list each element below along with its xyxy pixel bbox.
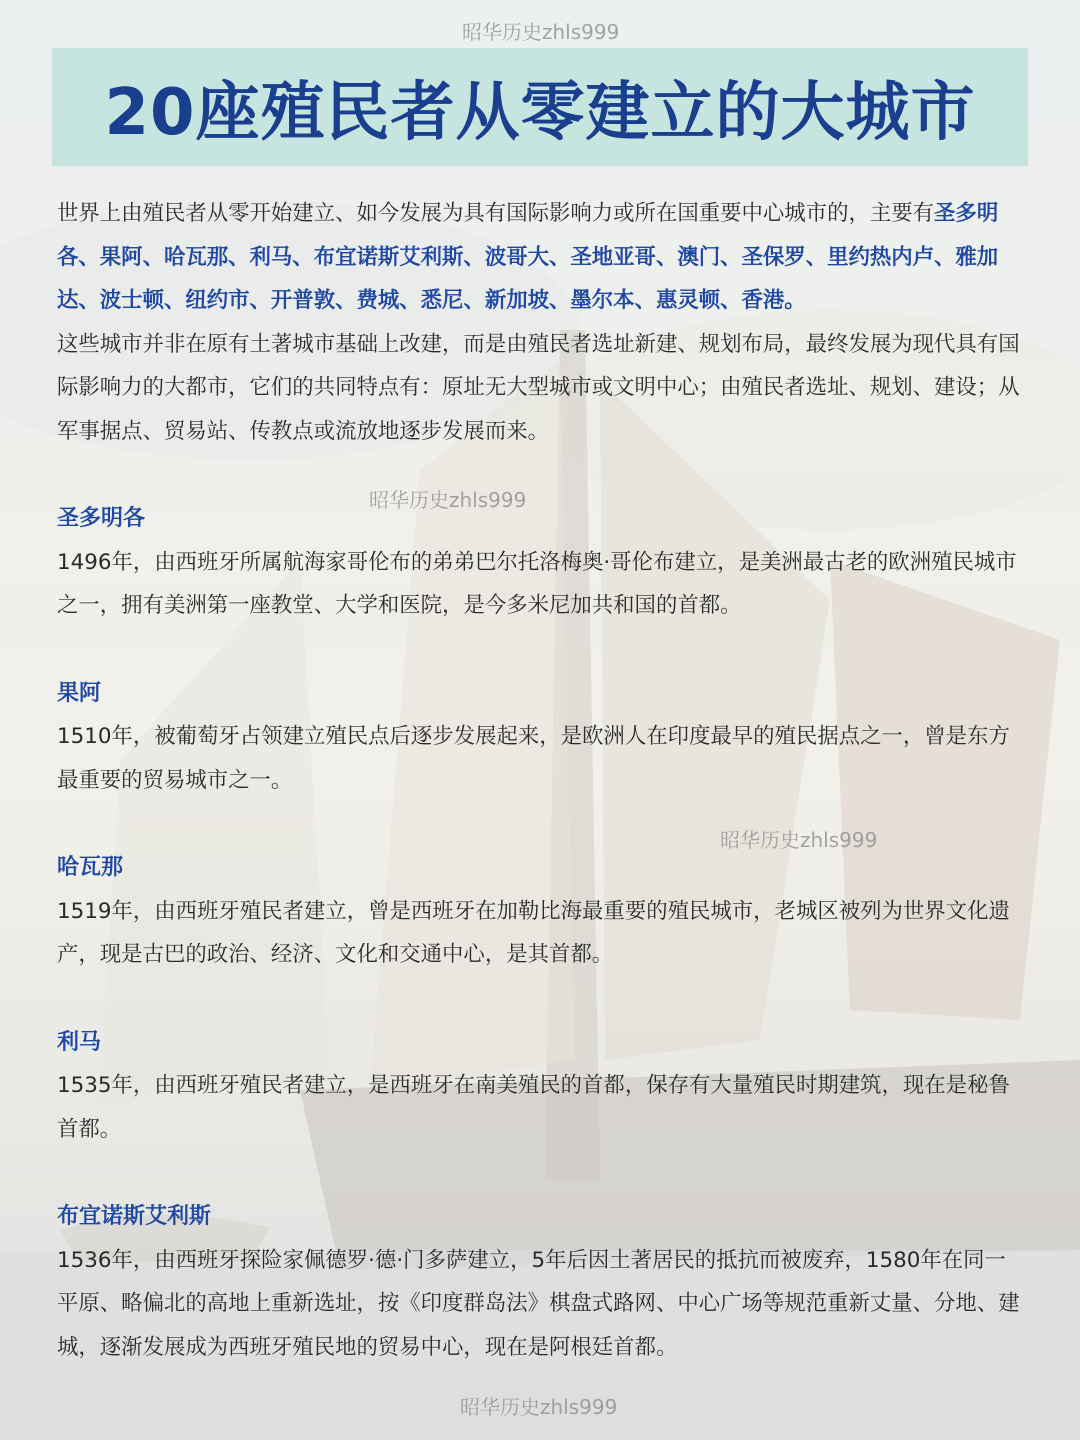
section-text: 1536年，由西班牙探险家佩德罗·德·门多萨建立，5年后因土著居民的抵抗而被废弃，1580年在同一平原、略偏北的高地上重新选址，按《印度群岛法》棋盘式路网、中心广场等规范重新丈量、分地、建城，逐渐发展成为西班牙殖民地的贸易中心，现在是阿根廷首都。 (57, 1247, 1020, 1360)
watermark: 昭华历史zhls999 (460, 1395, 618, 1419)
watermark: 昭华历史zhls999 (369, 488, 527, 512)
intro-lead: 世界上由殖民者从零开始建立、如今发展为具有国际影响力或所在国重要中心城市的，主要有 (57, 201, 935, 226)
section-title: 布宜诺斯艾利斯 (57, 1204, 212, 1229)
intro-city-list: 圣多明各、果阿、哈瓦那、利马、布宜诺斯艾利斯、波哥大、圣地亚哥、澳门、圣保罗、里约热内卢、雅加达、波士顿、纽约市、开普敦、费城、悉尼、新加坡、墨尔本、惠灵顿、香港。 (57, 201, 999, 313)
section-title: 利马 (57, 1029, 102, 1055)
section-title: 哈瓦那 (57, 855, 124, 880)
intro-paragraph (57, 192, 1023, 323)
section-text: 1496年，由西班牙所属航海家哥伦布的弟弟巴尔托洛梅奥·哥伦布建立，是美洲最古老的欧洲殖民城市之一，拥有美洲第一座教堂、大学和医院，是今多米尼加共和国的首都。 (57, 549, 1017, 618)
section-text: 1519年，由西班牙殖民者建立，曾是西班牙在加勒比海最重要的殖民城市，老城区被列为世界文化遗产，现是古巴的政治、经济、文化和交通中心，是其首都。 (57, 898, 1010, 967)
section-text: 1510年，被葡萄牙占领建立殖民点后逐步发展起来，是欧洲人在印度最早的殖民据点之一，曾是东方最重要的贸易城市之一。 (57, 724, 1010, 793)
section-text: 1535年，由西班牙殖民者建立，是西班牙在南美殖民的首都，保存有大量殖民时期建筑，现在是秘鲁首都。 (57, 1073, 1010, 1142)
intro-paragraph-2: 这些城市并非在原有土著城市基础上改建，而是由殖民者选址新建、规划布局，最终发展为现代具有国际影响力的大都市，它们的共同特点有：原址无大型城市或文明中心；由殖民者选址、规划、建设；从军事据点、贸易站、传教点或流放地逐步发展而来。 (57, 331, 1020, 444)
watermark: 昭华历史zhls999 (720, 828, 878, 852)
section-title: 圣多明各 (57, 506, 146, 531)
section-title: 果阿 (57, 680, 102, 706)
page-title: 20座殖民者从零建立的大城市 (104, 76, 976, 150)
watermark: 昭华历史zhls999 (462, 20, 620, 44)
title-banner (52, 48, 1028, 166)
article-body (57, 192, 1023, 1369)
